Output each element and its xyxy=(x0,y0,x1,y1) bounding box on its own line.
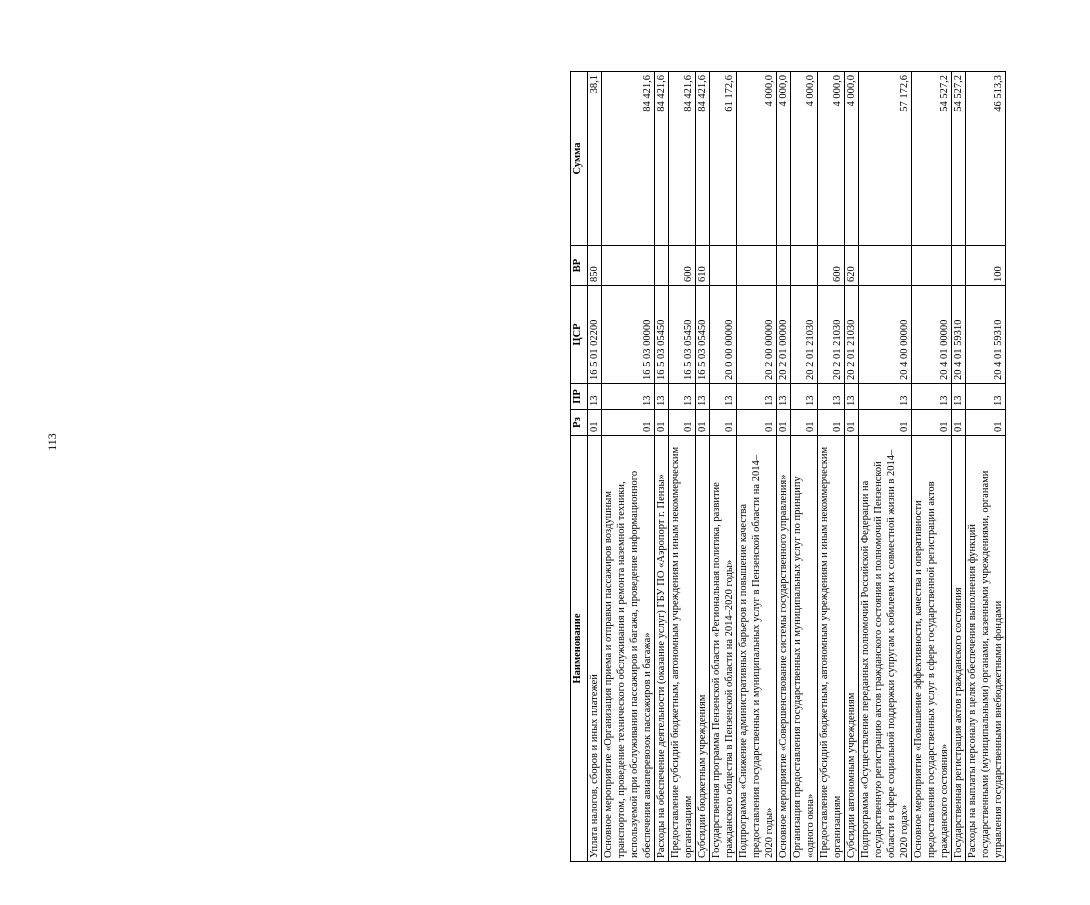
cell-sum: 54 527,2 xyxy=(952,72,966,246)
cell-csr: 20 2 01 21030 xyxy=(845,286,859,384)
cell-name: Расходы на выплаты персоналу в целях обеспечения выполнения функций государственными (муниципальными) органами, казенными учреждениями, органами управления государственными внебюджетными фондами xyxy=(966,436,1006,862)
cell-pr: 13 xyxy=(655,384,669,410)
header-vr: ВР xyxy=(571,246,588,286)
cell-name: Расходы на обеспечение деятельности (оказание услуг) ГБУ ПО «Аэропорт г. Пензы» xyxy=(655,436,669,862)
cell-rz: 01 xyxy=(777,410,791,436)
page-number: 113 xyxy=(45,433,59,451)
header-csr: ЦСР xyxy=(571,286,588,384)
table-row xyxy=(777,72,791,862)
cell-name: Государственная регистрация актов гражданского состояния xyxy=(952,436,966,862)
cell-sum: 84 421,6 xyxy=(655,72,669,246)
cell-vr: 620 xyxy=(845,246,859,286)
cell-rz: 01 xyxy=(791,410,818,436)
header-rz: Рз xyxy=(571,410,588,436)
cell-sum: 61 172,6 xyxy=(710,72,737,246)
cell-vr xyxy=(655,246,669,286)
cell-csr: 20 2 01 21030 xyxy=(791,286,818,384)
table-header xyxy=(571,72,588,862)
cell-name: Основное мероприятие «Повышение эффективности, качества и оперативности предоставления государственных услуг в сфере государственной регистрации актов гражданского состояния» xyxy=(912,436,952,862)
cell-name: Основное мероприятие «Организация приема и отправки пассажиров воздушным транспортом, проведение технического обслуживания и ремонта наземной техники, используемой при обслуживании пассажиров и багажа, проведение информационного обеспечения авиаперевозок пассажиров и багажа» xyxy=(602,436,655,862)
cell-pr: 13 xyxy=(912,384,952,410)
cell-csr: 16 5 03 00000 xyxy=(602,286,655,384)
cell-vr: 850 xyxy=(588,246,602,286)
cell-csr: 20 2 00 00000 xyxy=(737,286,777,384)
table-row xyxy=(845,72,859,862)
cell-pr: 13 xyxy=(602,384,655,410)
cell-rz: 01 xyxy=(737,410,777,436)
cell-sum: 4 000,0 xyxy=(777,72,791,246)
cell-name: Предоставление субсидий бюджетным, автономным учреждениям и иным некоммерческим организациям xyxy=(669,436,696,862)
table-row xyxy=(791,72,818,862)
cell-pr: 13 xyxy=(818,384,845,410)
cell-vr: 600 xyxy=(818,246,845,286)
cell-sum: 4 000,0 xyxy=(818,72,845,246)
cell-name: Государственная программа Пензенской области «Региональная политика, развитие гражданского общества в Пензенской области на 2014–2020 годы» xyxy=(710,436,737,862)
cell-csr: 20 2 01 00000 xyxy=(777,286,791,384)
cell-vr: 610 xyxy=(696,246,710,286)
cell-pr: 13 xyxy=(952,384,966,410)
cell-rz: 01 xyxy=(588,410,602,436)
cell-csr: 20 4 01 00000 xyxy=(912,286,952,384)
cell-sum: 84 421,6 xyxy=(602,72,655,246)
table-row xyxy=(696,72,710,862)
cell-rz: 01 xyxy=(696,410,710,436)
cell-csr: 20 4 01 59310 xyxy=(952,286,966,384)
cell-vr: 600 xyxy=(669,246,696,286)
cell-pr: 13 xyxy=(696,384,710,410)
cell-rz: 01 xyxy=(710,410,737,436)
cell-vr xyxy=(602,246,655,286)
table-body xyxy=(588,72,1006,862)
cell-name: Организация предоставления государственных и муниципальных услуг по принципу «одного окна» xyxy=(791,436,818,862)
cell-csr: 16 5 03 05450 xyxy=(669,286,696,384)
cell-csr: 20 4 01 59310 xyxy=(966,286,1006,384)
table-row xyxy=(737,72,777,862)
cell-pr: 13 xyxy=(737,384,777,410)
header-pr: ПР xyxy=(571,384,588,410)
cell-name: Подпрограмма «Осуществление переданных полномочий Российской Федерации на государственную регистрацию актов гражданского состояния и полномочий Пензенской области в сфере социальной поддержки супругам к юбилеям их совместной жизни в 2014–2020 годах» xyxy=(859,436,912,862)
cell-name: Субсидии бюджетным учреждениям xyxy=(696,436,710,862)
table-row xyxy=(669,72,696,862)
cell-pr: 13 xyxy=(777,384,791,410)
cell-pr: 13 xyxy=(859,384,912,410)
cell-csr: 16 5 01 02200 xyxy=(588,286,602,384)
cell-name: Уплата налогов, сборов и иных платежей xyxy=(588,436,602,862)
cell-sum: 84 421,6 xyxy=(696,72,710,246)
cell-pr: 13 xyxy=(588,384,602,410)
header-name: Наименование xyxy=(571,436,588,862)
cell-rz: 01 xyxy=(655,410,669,436)
cell-pr: 13 xyxy=(845,384,859,410)
cell-rz: 01 xyxy=(966,410,1006,436)
cell-sum: 4 000,0 xyxy=(737,72,777,246)
cell-sum: 38,1 xyxy=(588,72,602,246)
cell-rz: 01 xyxy=(845,410,859,436)
cell-pr: 13 xyxy=(669,384,696,410)
cell-sum: 57 172,6 xyxy=(859,72,912,246)
cell-name: Подпрограмма «Снижение административных барьеров и повышение качества предоставления государственных и муниципальных услуг в Пензенской области на 2014–2020 годы» xyxy=(737,436,777,862)
cell-vr xyxy=(791,246,818,286)
cell-csr: 16 5 03 05450 xyxy=(655,286,669,384)
cell-pr: 13 xyxy=(710,384,737,410)
cell-csr: 16 5 03 05450 xyxy=(696,286,710,384)
cell-sum: 54 527,2 xyxy=(912,72,952,246)
cell-name: Основное мероприятие «Совершенствование системы государственного управления» xyxy=(777,436,791,862)
table-row xyxy=(818,72,845,862)
cell-vr xyxy=(952,246,966,286)
budget-table xyxy=(570,71,1006,862)
table-row xyxy=(912,72,952,862)
cell-rz: 01 xyxy=(952,410,966,436)
table-row xyxy=(966,72,1006,862)
cell-name: Предоставление субсидий бюджетным, автономным учреждениям и иным некоммерческим организациям xyxy=(818,436,845,862)
cell-csr: 20 2 01 21030 xyxy=(818,286,845,384)
cell-rz: 01 xyxy=(669,410,696,436)
cell-pr: 13 xyxy=(966,384,1006,410)
table-row xyxy=(859,72,912,862)
table-row xyxy=(588,72,602,862)
table-row xyxy=(655,72,669,862)
cell-pr: 13 xyxy=(791,384,818,410)
cell-vr xyxy=(737,246,777,286)
cell-sum: 46 513,3 xyxy=(966,72,1006,246)
table-row xyxy=(602,72,655,862)
cell-csr: 20 0 00 00000 xyxy=(710,286,737,384)
cell-name: Субсидии автономным учреждениям xyxy=(845,436,859,862)
cell-csr: 20 4 00 00000 xyxy=(859,286,912,384)
cell-vr xyxy=(912,246,952,286)
cell-vr xyxy=(710,246,737,286)
cell-sum: 84 421,6 xyxy=(669,72,696,246)
cell-vr xyxy=(777,246,791,286)
cell-rz: 01 xyxy=(912,410,952,436)
table-row xyxy=(952,72,966,862)
cell-rz: 01 xyxy=(818,410,845,436)
header-sum: Сумма xyxy=(571,72,588,246)
rotated-page xyxy=(570,72,1090,862)
cell-rz: 01 xyxy=(602,410,655,436)
cell-vr xyxy=(859,246,912,286)
cell-vr: 100 xyxy=(966,246,1006,286)
cell-sum: 4 000,0 xyxy=(845,72,859,246)
table-row xyxy=(710,72,737,862)
cell-rz: 01 xyxy=(859,410,912,436)
cell-sum: 4 000,0 xyxy=(791,72,818,246)
